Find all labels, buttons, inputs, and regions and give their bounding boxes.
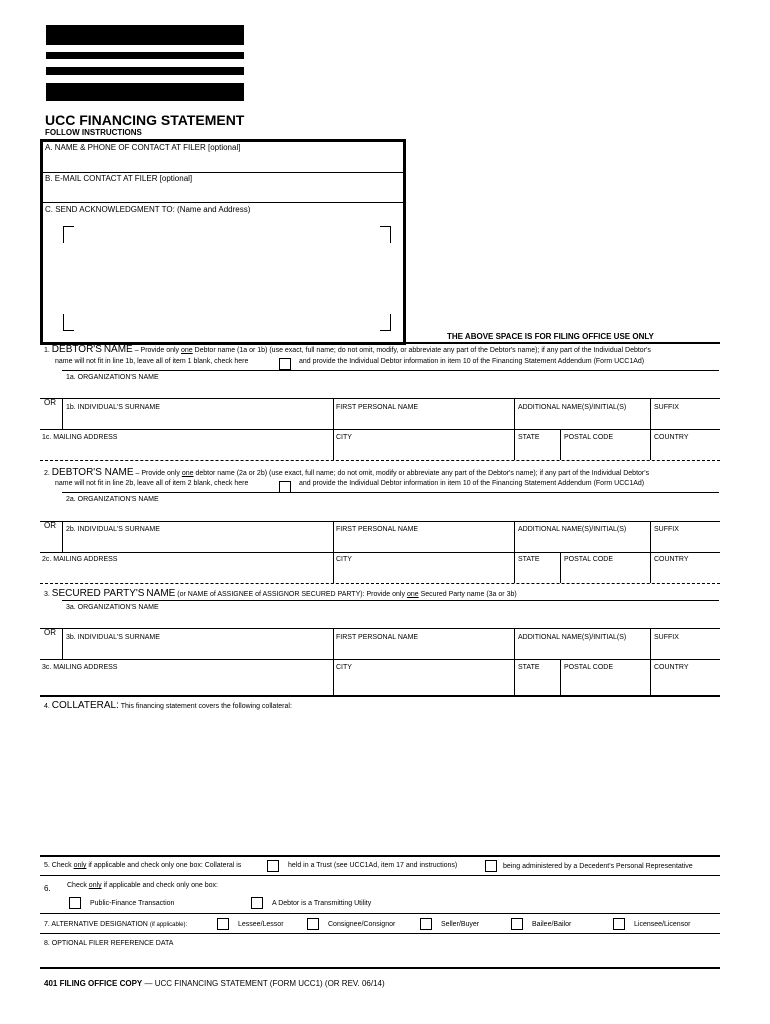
s7-rule <box>40 933 720 934</box>
s2-rule-a <box>62 492 719 493</box>
s3-country-label: COUNTRY <box>654 664 689 671</box>
s1-state-label: STATE <box>518 434 540 441</box>
corner-br <box>380 314 391 331</box>
s3-rule-end <box>40 695 720 697</box>
s2-vline-5 <box>650 521 651 583</box>
s2-vline-4 <box>560 552 561 583</box>
s1-mailing-label: 1c. MAILING ADDRESS <box>42 434 118 441</box>
s2-state-label: STATE <box>518 556 540 563</box>
s5-rule <box>40 875 720 876</box>
s2-vline-1 <box>62 521 63 552</box>
s7-opt3-checkbox[interactable] <box>420 918 432 930</box>
header-bar-4 <box>46 83 244 101</box>
s2-line2a: name will not fit in line 2b, leave all of item 2 blank, check here <box>55 480 249 487</box>
s3-or: OR <box>44 628 56 637</box>
s6-rule <box>40 913 720 914</box>
s6-utility-label: A Debtor is a Transmitting Utility <box>272 900 372 907</box>
header-bar-2 <box>46 52 244 59</box>
s2-description: 2. DEBTOR'S NAME – Provide only one debtor name (2a or 2b) (use exact, full name; do not omit, modify or abbreviate any part of the Debtor's name); if any part of the Individual Debtor's <box>44 467 650 478</box>
s3-vline-3 <box>514 628 515 695</box>
s2-mailing-label: 2c. MAILING ADDRESS <box>42 556 118 563</box>
s6-public-finance-label: Public-Finance Transaction <box>90 900 175 907</box>
s3-vline-1 <box>62 628 63 659</box>
s3-state-label: STATE <box>518 664 540 671</box>
header-bar-3 <box>46 67 244 75</box>
s2-vline-2 <box>333 521 334 583</box>
s2-rule-end <box>40 583 720 584</box>
s3-rule-c <box>40 659 720 660</box>
s6-label: Check only if applicable and check only one box: <box>67 882 219 889</box>
s1-vline-2 <box>333 398 334 460</box>
s1-country-label: COUNTRY <box>654 434 689 441</box>
s2-org-label: 2a. ORGANIZATION'S NAME <box>66 496 159 503</box>
s1-checkbox[interactable] <box>279 358 291 370</box>
s1-vline-4 <box>560 429 561 460</box>
s2-additional-label: ADDITIONAL NAME(S)/INITIAL(S) <box>518 526 627 533</box>
corner-bl <box>63 314 74 331</box>
s3-rule-a <box>62 600 719 601</box>
s8-label: 8. OPTIONAL FILER REFERENCE DATA <box>44 940 174 947</box>
s6-public-finance-checkbox[interactable] <box>69 897 81 909</box>
filer-b-line <box>43 202 403 203</box>
s2-first-label: FIRST PERSONAL NAME <box>336 526 419 533</box>
s1-description: 1. DEBTOR'S NAME – Provide only one Debtor name (1a or 1b) (use exact, full name; do not omit, modify, or abbreviate any part of the Debtor's name); if any part of the Individual Debtor's <box>44 344 651 355</box>
s1-rule-b <box>40 398 720 399</box>
rule-top <box>40 342 720 344</box>
s1-city-label: CITY <box>336 434 352 441</box>
s1-rule-c <box>40 429 720 430</box>
s4-description: 4. COLLATERAL: This financing statement covers the following collateral: <box>44 700 292 711</box>
s1-vline-1 <box>62 398 63 429</box>
s1-line2b: and provide the Individual Debtor information in item 10 of the Financing Statement Addendum (Form UCC1Ad) <box>299 358 645 365</box>
s7-label: 7. ALTERNATIVE DESIGNATION (if applicable): <box>44 921 188 928</box>
s6-num: 6. <box>44 884 51 893</box>
filer-box <box>40 139 406 345</box>
s3-suffix-label: SUFFIX <box>654 634 679 641</box>
s3-surname-label: 3b. INDIVIDUAL'S SURNAME <box>66 634 160 641</box>
s7-opt2-checkbox[interactable] <box>307 918 319 930</box>
follow-instructions: FOLLOW INSTRUCTIONS <box>45 128 142 137</box>
s3-first-label: FIRST PERSONAL NAME <box>336 634 419 641</box>
s1-org-label: 1a. ORGANIZATION'S NAME <box>66 374 159 381</box>
s2-vline-3 <box>514 521 515 583</box>
s3-description: 3. SECURED PARTY'S NAME (or NAME of ASSIGNEE of ASSIGNOR SECURED PARTY): Provide only one Secured Party name (3a or 3b) <box>44 588 517 599</box>
office-use-label: THE ABOVE SPACE IS FOR FILING OFFICE USE ONLY <box>447 332 654 341</box>
corner-tl <box>63 226 74 243</box>
filer-c-label: C. SEND ACKNOWLEDGMENT TO: (Name and Address) <box>45 205 251 214</box>
s3-rule-b <box>40 628 720 629</box>
s7-opt5-checkbox[interactable] <box>613 918 625 930</box>
s1-rule-end <box>40 460 720 461</box>
s7-opt1-label: Lessee/Lessor <box>238 921 284 928</box>
s5-trust-checkbox[interactable] <box>267 860 279 872</box>
s3-org-label: 3a. ORGANIZATION'S NAME <box>66 604 159 611</box>
s6-utility-checkbox[interactable] <box>251 897 263 909</box>
s2-postal-label: POSTAL CODE <box>564 556 614 563</box>
filer-a-line <box>43 172 403 173</box>
s5-decedent-label: being administered by a Decedent's Personal Representative <box>503 863 693 870</box>
s1-vline-3 <box>514 398 515 460</box>
footer-text: 401 FILING OFFICE COPY — UCC FINANCING STATEMENT (FORM UCC1) (OR REV. 06/14) <box>44 979 385 988</box>
s2-country-label: COUNTRY <box>654 556 689 563</box>
form-title: UCC FINANCING STATEMENT <box>45 112 245 128</box>
s3-additional-label: ADDITIONAL NAME(S)/INITIAL(S) <box>518 634 627 641</box>
header-bar-1 <box>46 25 244 45</box>
s2-surname-label: 2b. INDIVIDUAL'S SURNAME <box>66 526 160 533</box>
s2-city-label: CITY <box>336 556 352 563</box>
filer-b-label: B. E-MAIL CONTACT AT FILER [optional] <box>45 174 193 183</box>
s7-opt3-label: Seller/Buyer <box>441 921 480 928</box>
s1-first-label: FIRST PERSONAL NAME <box>336 404 419 411</box>
s1-or: OR <box>44 398 56 407</box>
corner-tr <box>380 226 391 243</box>
s3-vline-2 <box>333 628 334 695</box>
s3-vline-4 <box>560 659 561 695</box>
s1-vline-5 <box>650 398 651 460</box>
s3-mailing-label: 3c. MAILING ADDRESS <box>42 664 118 671</box>
s3-postal-label: POSTAL CODE <box>564 664 614 671</box>
s3-vline-5 <box>650 628 651 695</box>
s2-or: OR <box>44 521 56 530</box>
s1-suffix-label: SUFFIX <box>654 404 679 411</box>
filer-a-label: A. NAME & PHONE OF CONTACT AT FILER [optional] <box>45 143 241 152</box>
s5-trust-label: held in a Trust (see UCC1Ad, item 17 and instructions) <box>288 862 458 869</box>
s1-line2a: name will not fit in line 1b, leave all of item 1 blank, check here <box>55 358 249 365</box>
s1-additional-label: ADDITIONAL NAME(S)/INITIAL(S) <box>518 404 627 411</box>
s5-decedent-checkbox[interactable] <box>485 860 497 872</box>
s4-rule-end <box>40 855 720 857</box>
s1-postal-label: POSTAL CODE <box>564 434 614 441</box>
s1-rule-a <box>62 370 719 371</box>
s1-surname-label: 1b. INDIVIDUAL'S SURNAME <box>66 404 160 411</box>
s7-opt4-label: Bailee/Bailor <box>532 921 572 928</box>
s2-rule-c <box>40 552 720 553</box>
s7-opt2-label: Consignee/Consignor <box>328 921 396 928</box>
s7-opt1-checkbox[interactable] <box>217 918 229 930</box>
s7-opt5-label: Licensee/Licensor <box>634 921 691 928</box>
s8-rule <box>40 967 720 969</box>
s3-city-label: CITY <box>336 664 352 671</box>
s2-line2b: and provide the Individual Debtor information in item 10 of the Financing Statement Addendum (Form UCC1Ad) <box>299 480 645 487</box>
s2-rule-b <box>40 521 720 522</box>
s2-suffix-label: SUFFIX <box>654 526 679 533</box>
s5-label: 5. Check only if applicable and check only one box: Collateral is <box>44 862 242 869</box>
s7-opt4-checkbox[interactable] <box>511 918 523 930</box>
